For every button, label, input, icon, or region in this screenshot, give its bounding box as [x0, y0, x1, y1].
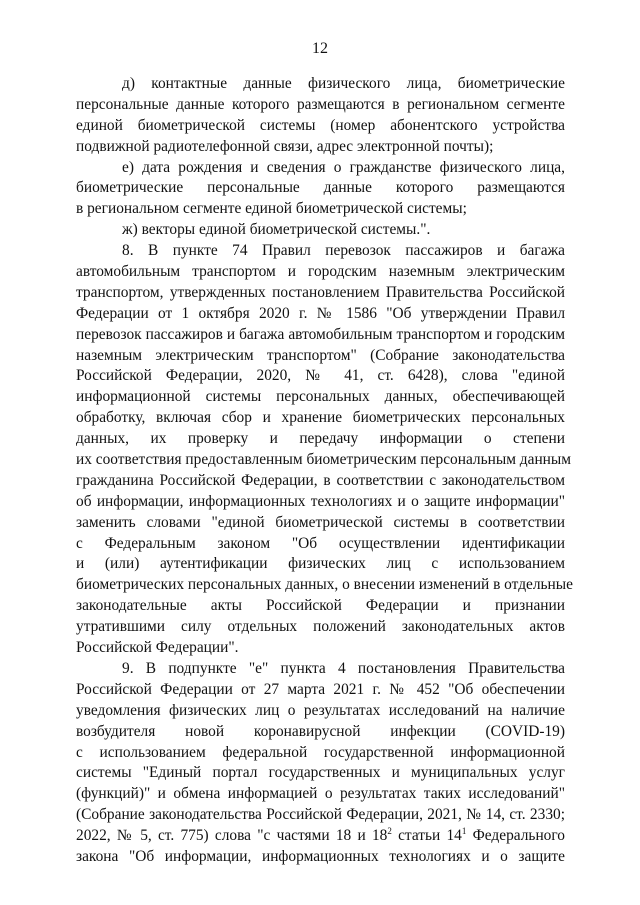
text-line: биометрических персональных данных, о внесении изменений в отдельные	[76, 576, 573, 594]
text-line: (Собрание законодательства Российской Федерации, 2021, № 14, ст. 2330;	[76, 806, 565, 824]
text-line: автомобильным транспортом и городским наземным электрическим	[76, 263, 565, 281]
text-line: Российской Федерации".	[76, 639, 239, 657]
text-line: биометрические персональные данные которого размещаются	[76, 179, 565, 197]
text-line: с использованием федеральной государственной информационной	[76, 743, 565, 761]
text-line: Федерации от 1 октября 2020 г. № 1586 "Об утверждении Правил	[76, 304, 565, 322]
page-number: 12	[312, 40, 328, 57]
text-line: их соответствия предоставленным биометрическим персональным данным	[76, 451, 571, 469]
text-line: 8. В пункте 74 Правил перевозок пассажиров и багажа	[122, 242, 565, 260]
text-line: системы "Единый портал государственных и муниципальных услуг	[76, 764, 565, 782]
text-line: 9. В подпункте "е" пункта 4 постановления Правительства	[122, 659, 565, 677]
text-line: данных, их проверку и передачу информации о степени	[76, 430, 565, 448]
text-line: ж) векторы единой биометрической системы.".	[122, 221, 431, 239]
text-line: д) контактные данные физического лица, биометрические	[122, 75, 565, 92]
text-line: заменить словами "единой биометрической системы в соответствии	[76, 513, 565, 531]
text-line: Российской Федерации, 2020, № 41, ст. 6428), слова "единой	[76, 367, 565, 385]
text-line: транспортом, утвержденных постановлением Правительства Российской	[76, 283, 565, 301]
text-line: в региональном сегменте единой биометрической системы;	[76, 200, 467, 218]
text-line: законодательные акты Российской Федерации и признании	[76, 597, 565, 615]
text-line: (функций)" и обмена информацией о результатах таких исследований"	[76, 785, 565, 803]
text-line: персональные данные которого размещаются в региональном сегменте	[76, 95, 565, 113]
text-line: и (или) аутентификации физических лиц с использованием	[76, 555, 565, 573]
text-line: подвижной радиотелефонной связи, адрес электронной почты);	[76, 137, 494, 155]
text-line: 2022, № 5, ст. 775) слова "с частями 18 и $18^2$ статьи $14^1$ Федерального	[76, 826, 565, 845]
text-line: наземным электрическим транспортом" (Собрание законодательства	[76, 346, 565, 364]
text-line: единой биометрической системы (номер абонентского устройства	[76, 116, 565, 134]
text-line: утратившими силу отдельных положений законодательных актов	[76, 618, 565, 636]
document-body-text	[76, 74, 573, 868]
text-line: об информации, информационных технологиях и о защите информации"	[76, 492, 565, 510]
text-line: уведомления физических лиц о результатах исследований на наличие	[76, 701, 565, 719]
text-line: Российской Федерации от 27 марта 2021 г. № 452 "Об обеспечении	[76, 680, 565, 698]
text-line: закона "Об информации, информационных технологиях и о защите	[76, 847, 565, 865]
text-line: с Федеральным законом "Об осуществлении идентификации	[76, 534, 565, 552]
text-line: обработку, включая сбор и хранение биометрических персональных	[76, 409, 565, 427]
text-line: перевозок пассажиров и багажа автомобильным транспортом и городским	[76, 325, 565, 343]
text-line: возбудителя новой коронавирусной инфекции (COVID-19)	[76, 722, 565, 740]
text-line: гражданина Российской Федерации, в соответствии с законодательством	[76, 471, 565, 489]
text-line: информационной системы персональных данных, обеспечивающей	[76, 388, 565, 406]
text-line: е) дата рождения и сведения о гражданстве физического лица,	[122, 158, 565, 176]
